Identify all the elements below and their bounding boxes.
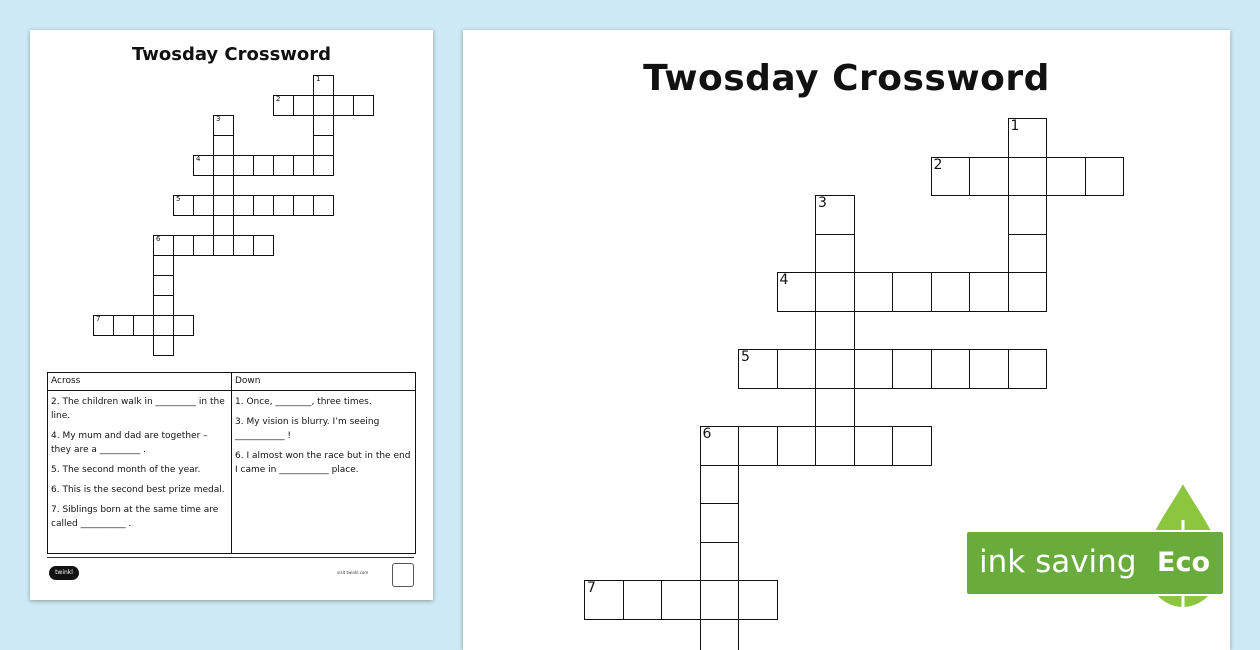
clue-number: 2 [934, 158, 943, 172]
large-grid-cell [931, 157, 971, 197]
large-grid-cell [815, 311, 855, 351]
clue-number: 4 [780, 273, 789, 287]
clue-across-5: 5. The second month of the year. [51, 463, 228, 477]
clue-number: 3 [818, 196, 827, 210]
large-grid-cell [1008, 272, 1048, 312]
large-grid-cell [700, 503, 740, 543]
clue-down-1: 1. Once, ________, three times. [235, 395, 412, 409]
small-grid-cell [213, 175, 234, 196]
clue-number: 2 [276, 96, 280, 103]
page-title-large: Twosday Crossword [463, 58, 1230, 99]
large-grid-cell [700, 619, 740, 650]
footer-url: visit twinkl.com [337, 570, 368, 575]
large-grid-cell [854, 426, 894, 466]
small-grid-cell [313, 135, 334, 156]
large-grid-cell [1008, 234, 1048, 274]
large-grid-cell [1085, 157, 1125, 197]
small-grid-cell [213, 115, 234, 136]
small-grid-cell [273, 195, 294, 216]
large-grid-cell [700, 542, 740, 582]
large-grid-cell [738, 426, 778, 466]
page-title: Twosday Crossword [30, 44, 433, 65]
small-grid-cell [93, 315, 114, 336]
small-grid-cell [113, 315, 134, 336]
clue-across-4: 4. My mum and dad are together – they are a _________ . [51, 429, 228, 457]
large-grid-cell [584, 580, 624, 620]
small-grid-cell [153, 335, 174, 356]
large-grid-cell [738, 349, 778, 389]
large-grid-cell [931, 349, 971, 389]
large-grid-cell [738, 580, 778, 620]
small-grid-cell [353, 95, 374, 116]
clue-number: 3 [216, 116, 220, 123]
small-grid-cell [293, 195, 314, 216]
small-grid-cell [173, 195, 194, 216]
small-grid-cell [213, 155, 234, 176]
large-grid-cell [969, 349, 1009, 389]
small-grid-cell [273, 155, 294, 176]
clue-number: 5 [741, 350, 750, 364]
large-grid-cell [700, 465, 740, 505]
large-grid-cell [931, 272, 971, 312]
large-grid-cell [777, 272, 817, 312]
small-grid-cell [153, 295, 174, 316]
small-grid-cell [293, 155, 314, 176]
large-grid-cell [1008, 195, 1048, 235]
across-column [48, 373, 232, 553]
small-grid-cell [213, 215, 234, 236]
small-grid-cell [313, 195, 334, 216]
small-grid-cell [313, 155, 334, 176]
clue-number: 7 [587, 581, 596, 595]
small-grid-cell [153, 255, 174, 276]
eco-label: Eco [1157, 547, 1210, 578]
large-grid-cell [854, 272, 894, 312]
large-grid-cell [700, 580, 740, 620]
clue-across-2: 2. The children walk in _________ in the line. [51, 395, 228, 423]
small-grid-cell [313, 75, 334, 96]
small-grid-cell [273, 95, 294, 116]
large-grid-cell [969, 272, 1009, 312]
down-column [232, 373, 415, 553]
clue-across-6: 6. This is the second best prize medal. [51, 483, 228, 497]
small-grid-cell [233, 235, 254, 256]
large-grid-cell [777, 426, 817, 466]
large-grid-cell [623, 580, 663, 620]
quality-badge-icon [392, 563, 414, 587]
clue-down-3: 3. My vision is blurry. I’m seeing ___________ ! [235, 415, 412, 443]
page-footer [47, 557, 414, 592]
clue-number: 5 [176, 196, 180, 203]
large-grid-cell [661, 580, 701, 620]
small-grid-cell [193, 235, 214, 256]
small-grid-cell [333, 95, 354, 116]
small-grid-cell [133, 315, 154, 336]
down-header: Down [232, 373, 415, 391]
clue-number: 1 [1011, 119, 1020, 133]
small-grid-cell [293, 95, 314, 116]
small-grid-cell [193, 195, 214, 216]
small-grid-cell [153, 275, 174, 296]
clue-down-6: 6. I almost won the race but in the end I came in ___________ place. [235, 449, 412, 477]
small-grid-cell [313, 115, 334, 136]
small-grid-cell [173, 235, 194, 256]
small-grid-cell [253, 195, 274, 216]
clue-number: 4 [196, 156, 200, 163]
small-grid-cell [233, 155, 254, 176]
large-grid-cell [1008, 349, 1048, 389]
clue-number: 6 [156, 236, 160, 243]
small-grid-cell [153, 235, 174, 256]
left-page-preview [30, 30, 433, 600]
clue-number: 1 [316, 76, 320, 83]
large-grid-cell [1008, 118, 1048, 158]
across-header: Across [48, 373, 231, 391]
large-grid-cell [700, 426, 740, 466]
small-grid-cell [213, 195, 234, 216]
clue-number: 7 [96, 316, 100, 323]
large-grid-cell [815, 349, 855, 389]
large-grid-cell [1008, 157, 1048, 197]
large-grid-cell [815, 426, 855, 466]
ink-saving-label: ink saving [979, 544, 1137, 580]
small-grid-cell [193, 155, 214, 176]
large-grid-cell [1046, 157, 1086, 197]
small-grid-cell [153, 315, 174, 336]
small-grid-cell [213, 235, 234, 256]
large-grid-cell [815, 234, 855, 274]
clue-number: 6 [703, 427, 712, 441]
clues-table [47, 372, 416, 554]
large-grid-cell [969, 157, 1009, 197]
clue-across-7: 7. Siblings born at the same time are called __________ . [51, 503, 228, 531]
small-grid-cell [313, 95, 334, 116]
large-grid-cell [815, 272, 855, 312]
large-grid-cell [777, 349, 817, 389]
small-grid-cell [233, 195, 254, 216]
small-grid-cell [253, 155, 274, 176]
large-grid-cell [815, 195, 855, 235]
large-grid-cell [815, 388, 855, 428]
large-grid-cell [854, 349, 894, 389]
large-grid-cell [892, 426, 932, 466]
large-grid-cell [892, 349, 932, 389]
small-grid-cell [253, 235, 274, 256]
twinkl-logo: twinkl [49, 566, 79, 580]
small-grid-cell [173, 315, 194, 336]
small-grid-cell [213, 135, 234, 156]
large-grid-cell [892, 272, 932, 312]
